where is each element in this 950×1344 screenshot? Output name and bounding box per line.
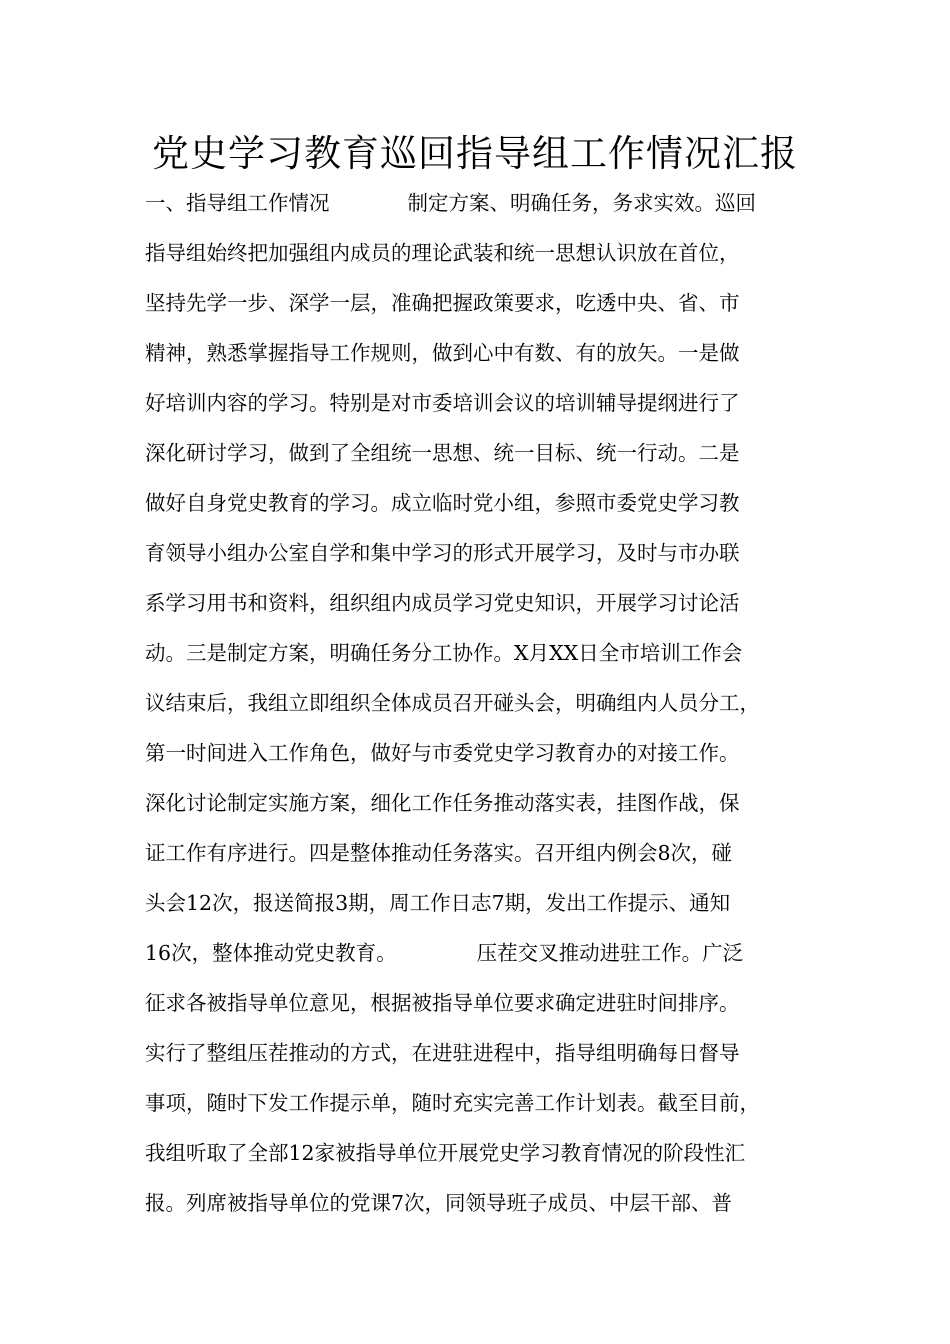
text-line: 动。三是制定方案，明确任务分工协作。X月XX日全市培训工作会 bbox=[145, 641, 743, 665]
text-line bbox=[145, 178, 815, 228]
text-line: 好培训内容的学习。特别是对市委培训会议的培训辅导提纲进行了 bbox=[145, 391, 740, 415]
text-line: 深化研讨学习，做到了全组统一思想、统一目标、统一行动。二是 bbox=[145, 441, 740, 465]
document-body bbox=[145, 178, 815, 1228]
text-line: 证工作有序进行。四是整体推动任务落实。召开组内例会8次，碰 bbox=[145, 841, 733, 865]
text-line: 系学习用书和资料，组织组内成员学习党史知识，开展学习讨论活 bbox=[145, 591, 740, 615]
text-line: 精神，熟悉掌握指导工作规则，做到心中有数、有的放矢。一是做 bbox=[145, 341, 740, 365]
text-span: 制定方案、明确任务，务求实效。巡回 bbox=[407, 191, 756, 215]
text-line: 实行了整组压茬推动的方式，在进驻进程中，指导组明确每日督导 bbox=[145, 1041, 740, 1065]
text-line: 育领导小组办公室自学和集中学习的形式开展学习，及时与市办联 bbox=[145, 541, 740, 565]
section-heading: 一、指导组工作情况 bbox=[145, 191, 330, 215]
text-line bbox=[145, 928, 815, 978]
text-line: 事项，随时下发工作提示单，随时充实完善工作计划表。截至目前， bbox=[145, 1091, 760, 1115]
text-line: 第一时间进入工作角色，做好与市委党史学习教育办的对接工作。 bbox=[145, 741, 740, 765]
text-line: 议结束后，我组立即组织全体成员召开碰头会，明确组内人员分工， bbox=[145, 691, 760, 715]
text-line: 坚持先学一步、深学一层，准确把握政策要求，吃透中央、省、市 bbox=[145, 291, 740, 315]
text-line: 做好自身党史教育的学习。成立临时党小组，参照市委党史学习教 bbox=[145, 491, 740, 515]
document-title: 党史学习教育巡回指导组工作情况汇报 bbox=[152, 132, 798, 175]
text-span: 压茬交叉推动进驻工作。广泛 bbox=[476, 941, 744, 965]
text-line: 深化讨论制定实施方案，细化工作任务推动落实表，挂图作战，保 bbox=[145, 791, 740, 815]
text-line: 我组听取了全部12家被指导单位开展党史学习教育情况的阶段性汇 bbox=[145, 1141, 746, 1165]
text-line: 征求各被指导单位意见，根据被指导单位要求确定进驻时间排序。 bbox=[145, 991, 740, 1015]
text-line: 指导组始终把加强组内成员的理论武装和统一思想认识放在首位， bbox=[145, 241, 740, 265]
text-line: 头会12次，报送简报3期，周工作日志7期，发出工作提示、通知 bbox=[145, 891, 731, 915]
text-span: 16次，整体推动党史教育。 bbox=[145, 941, 397, 965]
text-line: 报。列席被指导单位的党课7次，同领导班子成员、中层干部、普 bbox=[145, 1191, 733, 1215]
